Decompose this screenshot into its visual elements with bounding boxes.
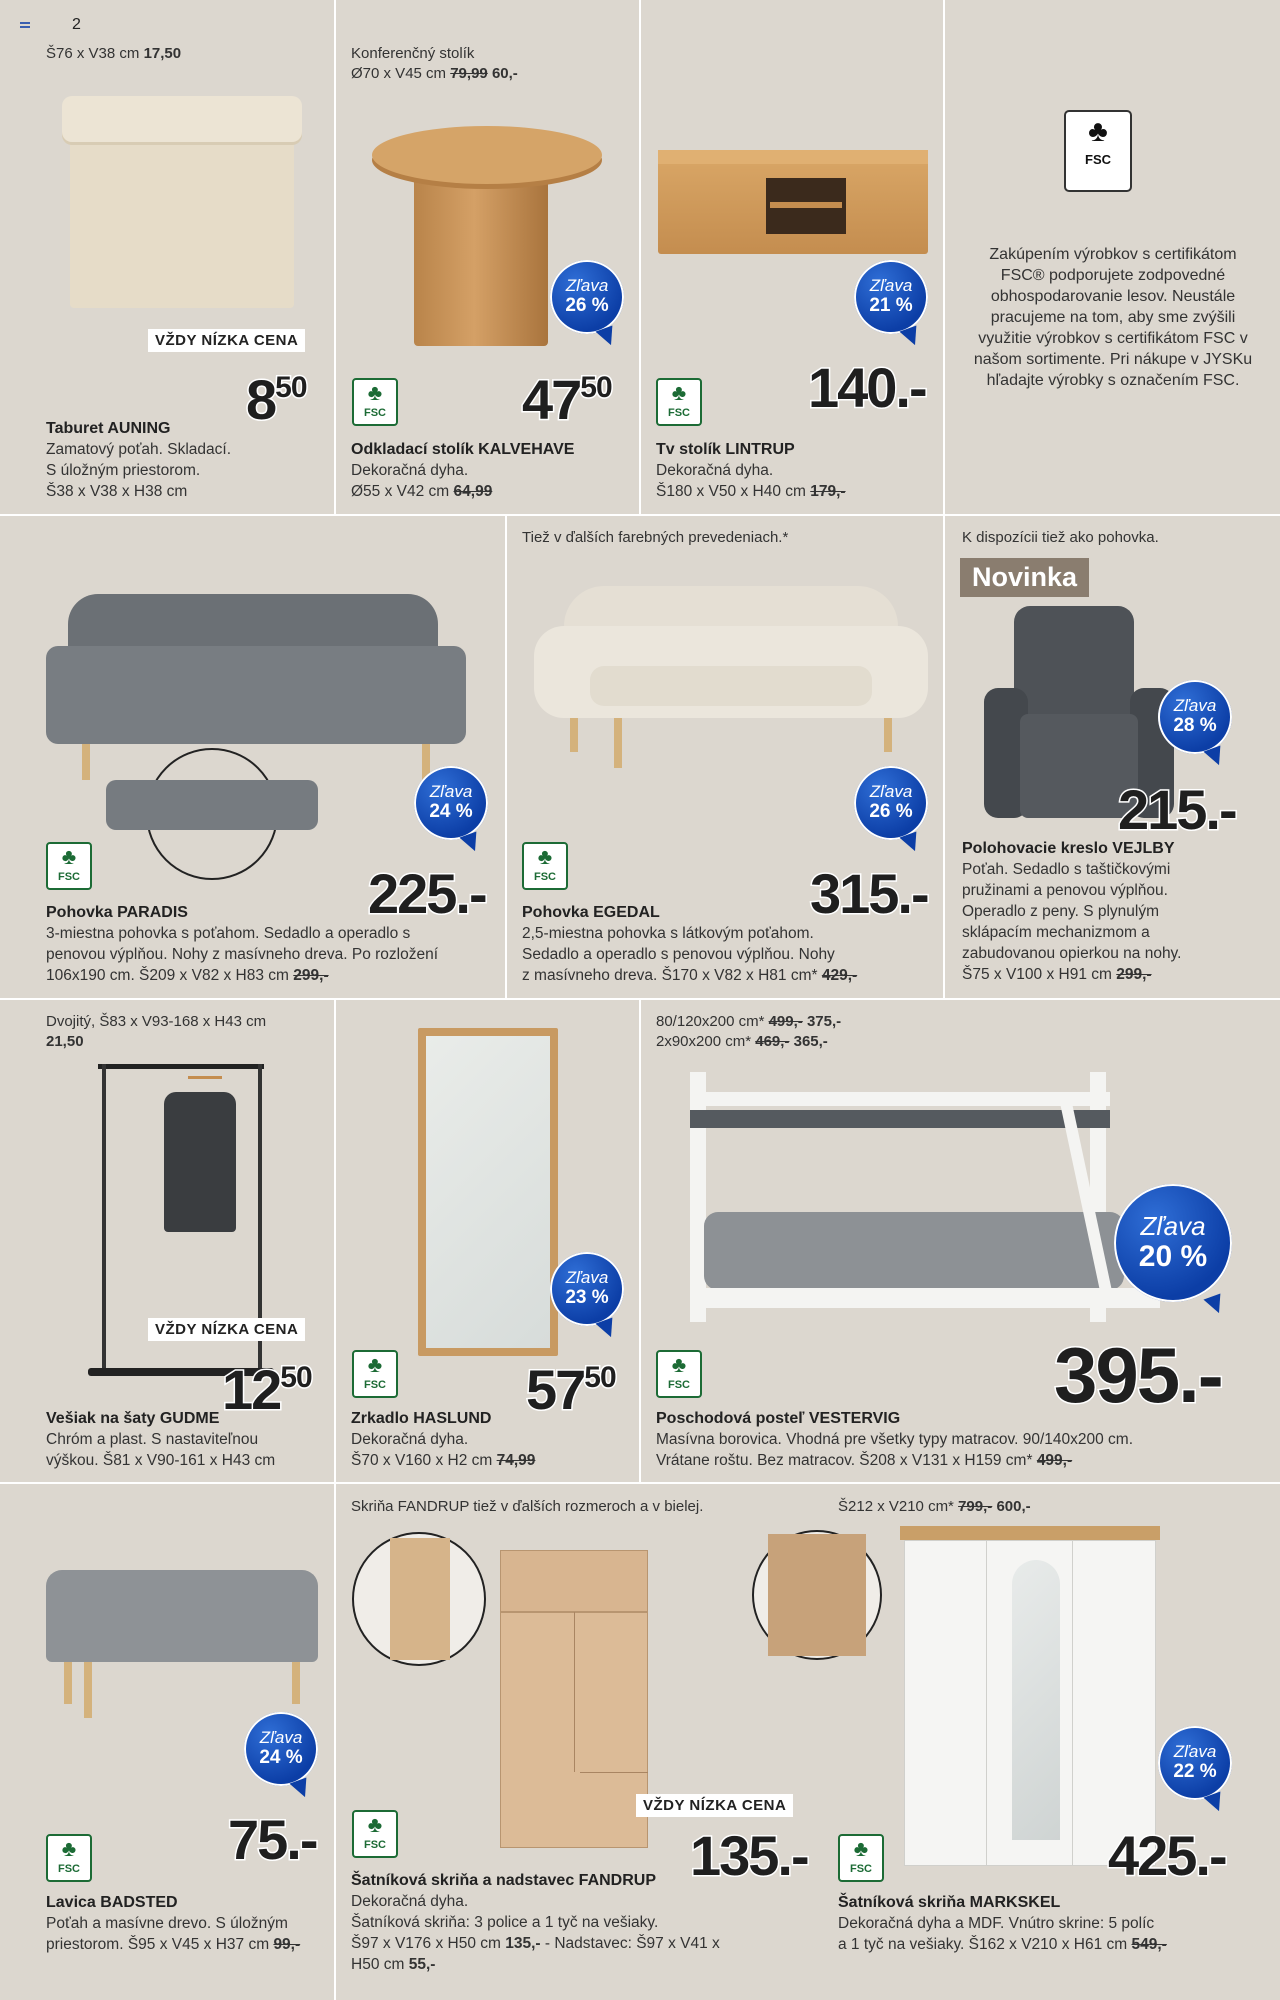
tree-icon: ♣ <box>671 380 687 405</box>
markskel-fsc-logo: ♣ FSC <box>838 1834 884 1882</box>
markskel-top-note: Š212 x V210 cm* 799,- 600,- <box>838 1498 1031 1515</box>
gudme-price: $12^{50}$ <box>222 1358 312 1421</box>
kalvehave-price: $47^{50}$ <box>522 368 612 431</box>
paradis-desc-2: penovou výplňou. Nohy z masívneho dreva. Po rozložení <box>46 946 439 963</box>
tree-icon: ♣ <box>61 1836 77 1861</box>
vestervig-discount-badge: Zľava 20 % <box>1114 1184 1232 1302</box>
badsted-image[interactable] <box>46 1570 318 1720</box>
fsc-certificate-logo: ♣ FSC <box>1064 110 1132 192</box>
tree-icon: ♣ <box>367 380 383 405</box>
auning-desc-3: Š38 x V38 x H38 cm <box>46 483 188 500</box>
haslund-discount-badge: Zľava 23 % <box>550 1252 624 1326</box>
gudme-desc-2: výškou. Š81 x V90-161 x H43 cm <box>46 1452 276 1469</box>
badsted-discount-badge: Zľava 24 % <box>244 1712 318 1786</box>
vejlby-discount-badge: Zľava 28 % <box>1158 680 1232 754</box>
vestervig-info <box>656 1408 1276 1471</box>
col-divider-r2b <box>943 514 945 998</box>
vejlby-desc-3: Operadlo z peny. S plynulým <box>962 903 1160 920</box>
egedal-price: 315.- <box>810 862 928 925</box>
badsted-fsc-logo: ♣ FSC <box>46 1834 92 1882</box>
col-divider-r1c <box>943 0 945 514</box>
egedal-fsc-logo: ♣ FSC <box>522 842 568 890</box>
novinka-label: Novinka <box>960 558 1089 597</box>
badsted-title: Lavica BADSTED <box>46 1894 178 1911</box>
vejlby-price: 215.- <box>1118 778 1236 841</box>
tree-icon: ♣ <box>671 1352 687 1377</box>
menu-icon <box>20 22 30 28</box>
vejlby-desc-2: pružinami a penovou výplňou. <box>962 882 1168 899</box>
gudme-info <box>46 1408 331 1471</box>
paradis-desc-1: 3-miestna pohovka s poťahom. Sedadlo a operadlo s <box>46 925 411 942</box>
fandrup-desc-3: Š97 x V176 x H50 cm 135,- - Nadstavec: Š97 x V41 x H50 cm 55,- <box>351 1935 720 1973</box>
markskel-desc-2: a 1 tyč na vešiaky. Š162 x V210 x H61 cm 549,- <box>838 1936 1167 1953</box>
lintrup-fsc-logo: ♣ FSC <box>656 378 702 426</box>
egedal-top-note: Tiež v ďalších farebných prevedeniach.* <box>522 529 789 546</box>
fsc-info-text: Zakúpením výrobkov s certifikátom FSC® podporujete zodpovedné obhospodarovanie lesov. Neustále pracujeme na tom, aby sme zvýšili využitie výrobkov s certifikátom FSC v našom sortimente. Pri nákupe v JYSKu hľadajte výrobky s označením FSC. <box>973 246 1253 389</box>
egedal-info <box>522 902 937 986</box>
col-divider-r1b <box>639 0 641 514</box>
kalvehave-desc-2: Ø55 x V42 cm 64,99 <box>351 483 493 500</box>
vejlby-desc-4: sklápacím mechanizmom a <box>962 924 1150 941</box>
haslund-info <box>351 1408 636 1471</box>
fandrup-fsc-logo: ♣ FSC <box>352 1810 398 1858</box>
auning-price: $8^{50}$ <box>246 368 307 431</box>
gudme-image[interactable] <box>88 1064 274 1394</box>
vestervig-title: Poschodová posteľ VESTERVIG <box>656 1410 901 1427</box>
col-divider-r2a <box>505 514 507 998</box>
markskel-price: 425.- <box>1108 1824 1226 1887</box>
haslund-desc-2: Š70 x V160 x H2 cm 74,99 <box>351 1452 536 1469</box>
col-divider-r3b <box>639 998 641 1482</box>
haslund-title: Zrkadlo HASLUND <box>351 1410 492 1427</box>
markskel-discount-badge: Zľava 22 % <box>1158 1726 1232 1800</box>
egedal-desc-2: Sedadlo a operadlo s penovou výplňou. Nohy <box>522 946 835 963</box>
col-divider-r1a <box>334 0 336 514</box>
kalvehave-fsc-logo: ♣ FSC <box>352 378 398 426</box>
tree-icon: ♣ <box>537 844 553 869</box>
auning-low-price-label: VŽDY NÍZKA CENA <box>148 329 305 352</box>
fandrup-desc-2: Šatníková skriňa: 3 police a 1 tyč na vešiaky. <box>351 1914 659 1931</box>
gudme-title: Vešiak na šaty GUDME <box>46 1410 220 1427</box>
kalvehave-title: Odkladací stolík KALVEHAVE <box>351 441 575 458</box>
fandrup-low-price-label: VŽDY NÍZKA CENA <box>636 1794 793 1817</box>
markskel-info <box>838 1892 1274 1955</box>
paradis-title: Pohovka PARADIS <box>46 904 188 921</box>
vejlby-info <box>962 838 1277 985</box>
haslund-fsc-logo: ♣ FSC <box>352 1350 398 1398</box>
kalvehave-info <box>351 439 636 502</box>
auning-image[interactable] <box>62 96 302 311</box>
markskel-image[interactable] <box>900 1526 1160 1870</box>
fandrup-top-note: Skriňa FANDRUP tiež v ďalších rozmeroch a v bielej. <box>351 1498 704 1515</box>
row-divider-3 <box>0 1482 1280 1484</box>
lintrup-info <box>656 439 941 502</box>
paradis-fsc-logo: ♣ FSC <box>46 842 92 890</box>
col-divider-r3a <box>334 998 336 1482</box>
fandrup-interior-image <box>390 1538 450 1660</box>
haslund-price: $57^{50}$ <box>526 1358 616 1421</box>
egedal-desc-1: 2,5-miestna pohovka s látkovým poťahom. <box>522 925 814 942</box>
haslund-desc-1: Dekoračná dyha. <box>351 1431 469 1448</box>
vejlby-desc-1: Poťah. Sedadlo s taštičkovými <box>962 861 1171 878</box>
egedal-discount-badge: Zľava 26 % <box>854 766 928 840</box>
vestervig-price: 395.- <box>1054 1331 1222 1419</box>
row-divider-1 <box>0 514 1280 516</box>
markskel-interior-image <box>768 1534 866 1656</box>
lintrup-desc-1: Dekoračná dyha. <box>656 462 774 479</box>
badsted-price: 75.- <box>228 1808 317 1871</box>
paradis-info <box>46 902 501 986</box>
vestervig-desc-1: Masívna borovica. Vhodná pre všetky typy matracov. 90/140x200 cm. <box>656 1431 1134 1448</box>
egedal-image[interactable] <box>534 586 928 786</box>
tree-icon: ♣ <box>367 1812 383 1837</box>
auning-desc-2: S úložným priestorom. <box>46 462 201 479</box>
paradis-bed-image <box>106 780 318 830</box>
auning-info <box>46 418 326 502</box>
tree-icon: ♣ <box>61 844 77 869</box>
vejlby-top-note: K dispozícii tiež ako pohovka. <box>962 529 1159 546</box>
fandrup-image[interactable] <box>500 1550 648 1850</box>
badsted-info <box>46 1892 331 1955</box>
vestervig-fsc-logo: ♣ FSC <box>656 1350 702 1398</box>
gudme-desc-1: Chróm a plast. S nastaviteľnou <box>46 1431 259 1448</box>
auning-title: Taburet AUNING <box>46 420 171 437</box>
paradis-discount-badge: Zľava 24 % <box>414 766 488 840</box>
fandrup-title: Šatníková skriňa a nadstavec FANDRUP <box>351 1872 657 1889</box>
tree-icon: ♣ <box>1088 115 1108 148</box>
auning-desc-1: Zamatový poťah. Skladací. <box>46 441 232 458</box>
badsted-desc-1: Poťah a masívne drevo. S úložným <box>46 1915 288 1932</box>
lintrup-desc-2: Š180 x V50 x H40 cm 179,- <box>656 483 846 500</box>
vejlby-title: Polohovacie kreslo VEJLBY <box>962 840 1175 857</box>
lintrup-price: 140.- <box>808 356 926 419</box>
egedal-desc-3: z masívneho dreva. Š170 x V82 x H81 cm* 429,- <box>522 967 858 984</box>
paradis-price: 225.- <box>368 862 486 925</box>
gudme-top-note: Dvojitý, Š83 x V93-168 x H43 cm 21,50 <box>46 1013 267 1050</box>
vestervig-desc-2: Vrátane roštu. Bez matracov. Š208 x V131 x H159 cm* 499,- <box>656 1452 1073 1469</box>
tree-icon: ♣ <box>367 1352 383 1377</box>
auning-top-note: Š76 x V38 cm 17,50 <box>46 45 182 62</box>
kalvehave-desc-1: Dekoračná dyha. <box>351 462 469 479</box>
tree-icon: ♣ <box>853 1836 869 1861</box>
markskel-title: Šatníková skriňa MARKSKEL <box>838 1894 1061 1911</box>
page-number: 2 <box>72 16 81 33</box>
fandrup-info <box>351 1870 751 1975</box>
kalvehave-discount-badge: Zľava 26 % <box>550 260 624 334</box>
vejlby-desc-5: zabudovanou opierkou na nohy. <box>962 945 1182 962</box>
vestervig-top-note: 80/120x200 cm* 499,- 375,- 2x90x200 cm* 469,- 365,- <box>656 1013 842 1050</box>
col-divider-r4a <box>334 1482 336 2000</box>
paradis-desc-3: 106x190 cm. Š209 x V82 x H83 cm 299,- <box>46 967 329 984</box>
conference-table-note: Konferenčný stolík Ø70 x V45 cm 79,99 60,- <box>351 45 518 82</box>
markskel-desc-1: Dekoračná dyha a MDF. Vnútro skrine: 5 políc <box>838 1915 1155 1932</box>
gudme-low-price-label: VŽDY NÍZKA CENA <box>148 1318 305 1341</box>
haslund-image[interactable] <box>418 1028 558 1356</box>
lintrup-discount-badge: Zľava 21 % <box>854 260 928 334</box>
egedal-title: Pohovka EGEDAL <box>522 904 660 921</box>
lintrup-image[interactable] <box>658 150 928 260</box>
fandrup-desc-1: Dekoračná dyha. <box>351 1893 469 1910</box>
vejlby-desc-6: Š75 x V100 x H91 cm 299,- <box>962 966 1152 983</box>
fandrup-price: 135.- <box>690 1824 808 1887</box>
lintrup-title: Tv stolík LINTRUP <box>656 441 795 458</box>
badsted-desc-2: priestorom. Š95 x V45 x H37 cm 99,- <box>46 1936 301 1953</box>
